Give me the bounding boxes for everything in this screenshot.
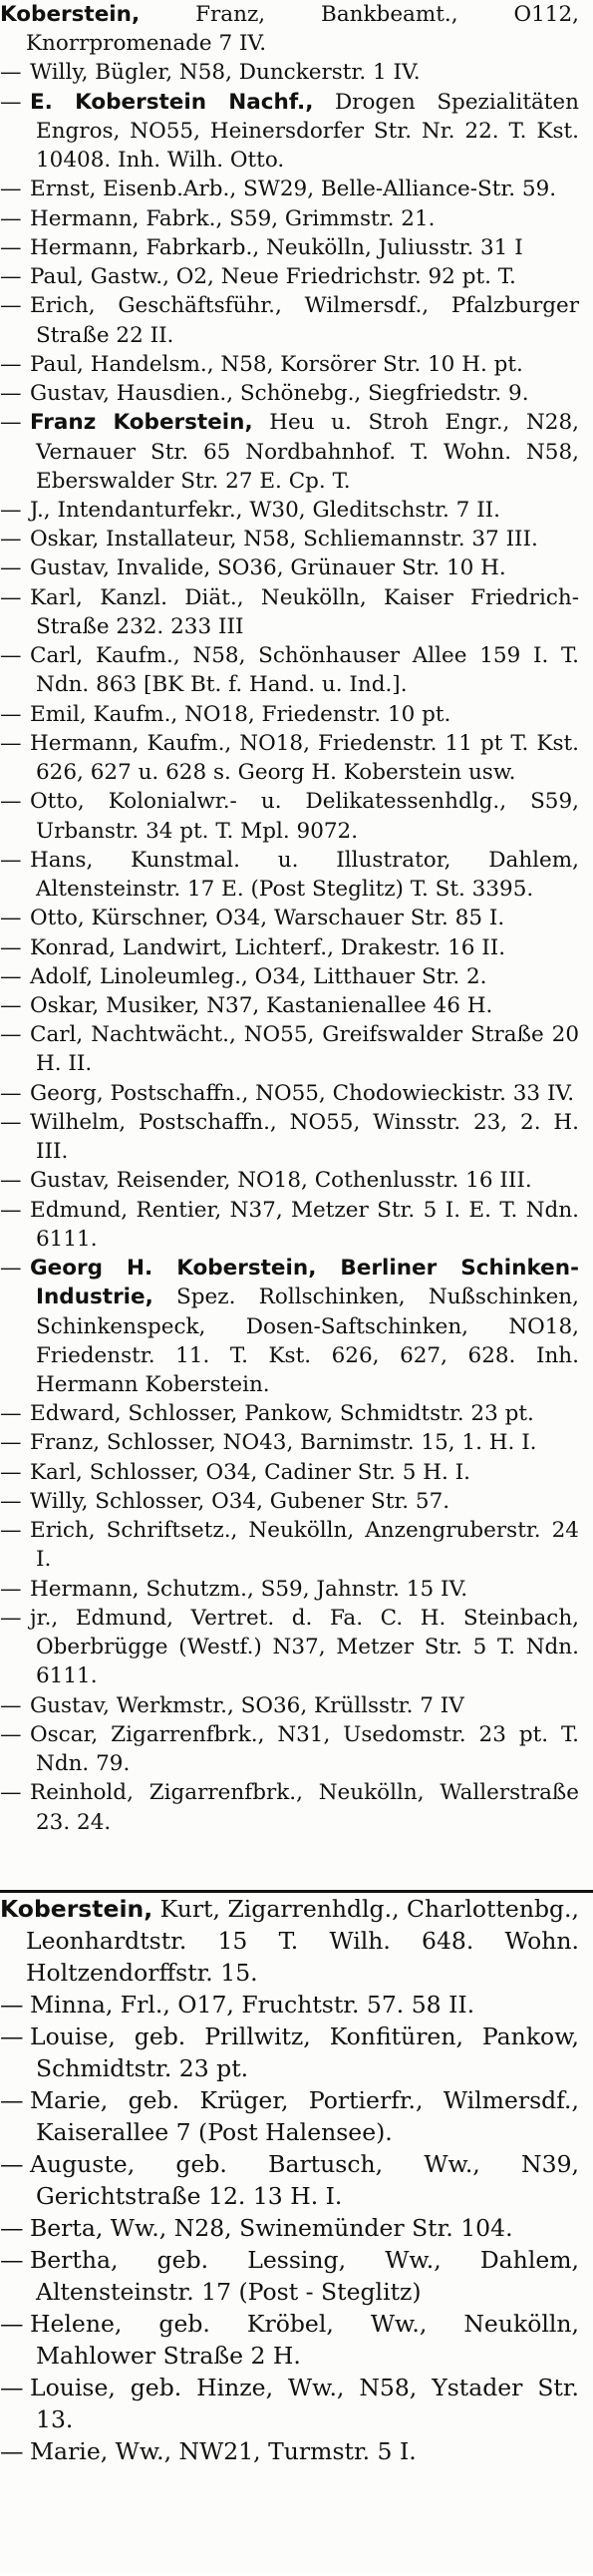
entry-text: Otto, Kürschner, O34, Warschauer Str. 85 I. [30,906,505,931]
entry-text: J., Intendanturfekr., W30, Gleditschstr. 7 II. [30,497,501,523]
directory-entry [0,1166,593,1195]
entry-dash: — [0,2374,24,2401]
entry-text: Gustav, Invalide, SO36, Grünauer Str. 10 H. [30,555,506,581]
entry-dash: — [0,234,22,260]
entry-text: Ernst, Eisenb.Arb., SW29, Belle-Alliance-Str. 59. [30,177,557,202]
entry-text: Gustav, Reisender, NO18, Cothenlusstr. 16 III. [30,1168,532,1194]
directory-entry [0,1399,593,1428]
entry-name-bold: Georg H. Koberstein, Berliner Schinken-Industrie, [30,1256,579,1310]
entry-text: Erich, Schriftsetz., Neukölln, Anzengruberstr. 24 I. [30,1518,579,1573]
directory-entry [0,553,593,582]
directory-entry [0,175,593,203]
directory-entry [0,1893,593,1989]
entry-text: Paul, Gastw., O2, Neue Friedrichstr. 92 pt. T. [30,264,516,290]
directory-entry [0,58,593,87]
directory-entry [0,991,593,1020]
entry-text: Bertha, geb. Lessing, Ww., Dahlem, Altensteinstr. 17 (Post - Steglitz) [30,2246,579,2306]
entry-dash: — [0,1721,22,1747]
directory-entry [0,904,593,932]
entry-dash: — [0,1022,22,1048]
directory-entry [0,846,593,904]
directory-entry [0,408,593,496]
entry-dash: — [0,2023,24,2050]
directory-entry [0,1458,593,1487]
directory-entry [0,1196,593,1254]
entry-text: Otto, Kolonialwr.- u. Delikatessenhdlg., S59, Urbanstr. 34 pt. T. Mpl. 9072. [30,789,579,844]
entry-dash: — [0,60,22,86]
entry-text: Louise, geb. Hinze, Ww., N58, Ystader Str. 13. [30,2374,579,2433]
entry-text: Oskar, Installateur, N58, Schliemannstr. 37 III. [30,527,538,552]
entry-dash: — [0,1459,22,1485]
directory-entry [0,2148,593,2212]
entry-dash: — [0,643,22,669]
directory-entry [0,379,593,408]
directory-entry [0,350,593,379]
entry-text: Auguste, geb. Bartusch, Ww., N39, Gerichtstraße 12. 13 H. I. [30,2150,579,2210]
entry-dash: — [0,992,22,1018]
entry-dash: — [0,1991,24,2019]
directory-entry [0,88,593,176]
directory-entry [0,1108,593,1166]
directory-entry [0,583,593,641]
directory-section-2 [0,1890,593,2576]
entry-text: Erich, Geschäftsführ., Wilmersdf., Pfalzburger Straße 22 II. [30,293,579,348]
entry-text: Hermann, Fabrkarb., Neukölln, Juliusstr. 31 I [30,234,523,260]
directory-entry [0,1079,593,1108]
directory-entry [0,641,593,699]
directory-entry [0,700,593,729]
entry-dash: — [0,1488,22,1514]
entry-dash: — [0,1168,22,1194]
directory-entry [0,2084,593,2148]
entry-text: Louise, geb. Prillwitz, Konfitüren, Pankow, Schmidtstr. 23 pt. [30,2023,579,2082]
directory-entry [0,1691,593,1720]
entry-dash: — [0,1430,22,1456]
entry-dash: — [0,963,22,989]
entry-dash: — [0,2310,24,2338]
directory-entry [0,2244,593,2308]
directory-entry [0,787,593,845]
entry-text: Hermann, Fabrk., S59, Grimmstr. 21. [30,205,436,231]
entry-dash: — [0,177,22,202]
entry-dash: — [0,1197,22,1223]
entry-text: Helene, geb. Kröbel, Ww., Neukölln, Mahlower Straße 2 H. [30,2310,579,2370]
directory-entry [0,1575,593,1604]
entry-dash: — [0,1256,22,1282]
directory-entry [0,1778,593,1836]
entry-text: Gustav, Werkmstr., SO36, Krüllsstr. 7 IV [30,1692,464,1718]
entry-dash: — [0,89,22,115]
entry-text: Carl, Nachtwächt., NO55, Greifswalder Straße 20 H. II. [30,1022,579,1077]
directory-entry [0,933,593,962]
directory-entry [0,204,593,233]
entry-dash: — [0,1080,22,1106]
entry-dash: — [0,2437,24,2465]
directory-entry [0,729,593,787]
directory-entry [0,233,593,262]
entry-dash: — [0,1780,22,1806]
entry-text: Reinhold, Zigarrenfbrk., Neukölln, Wallerstraße 23. 24. [30,1780,579,1835]
directory-entry [0,1604,593,1691]
entry-dash: — [0,789,22,815]
entry-dash: — [0,205,22,231]
entry-text: Georg, Postschaffn., NO55, Chodowieckistr. 33 IV. [30,1080,575,1106]
directory-entry [0,291,593,349]
entry-name-bold: Koberstein, [0,2,141,27]
entry-name-bold: Koberstein, [0,1895,153,1923]
entry-dash: — [0,1518,22,1544]
entry-text: Marie, geb. Krüger, Portierfr., Wilmersdf., Kaiserallee 7 (Post Halensee). [30,2086,579,2146]
entry-text: Willy, Bügler, N58, Dunckerstr. 1 IV. [30,60,421,86]
entry-dash: — [0,264,22,290]
directory-entry [0,0,593,58]
entry-dash: — [0,2214,24,2242]
entry-text: Karl, Kanzl. Diät., Neukölln, Kaiser Friedrich-Straße 232. 233 III [30,584,579,639]
entry-dash: — [0,293,22,319]
entry-list [0,1893,593,2467]
directory-entry [0,525,593,553]
entry-name-bold: E. Koberstein Nachf., [30,89,314,115]
entry-dash: — [0,730,22,756]
entry-text: Konrad, Landwirt, Lichterf., Drakestr. 16 II. [30,934,506,960]
entry-dash: — [0,497,22,523]
entry-text: jr., Edmund, Vertret. d. Fa. C. H. Steinbach, Oberbrügge (Westf.) N37, Metzer Str. 5 T. Ndn. 6111. [30,1605,579,1689]
entry-dash: — [0,351,22,377]
entry-text: Spez. Rollschinken, Nußschinken, Schinkenspeck, Dosen-Saftschinken, NO18, Friedenstr. 11. T. Kst. 626, 627, 628. Inh. Hermann Koberstein. [36,1285,579,1398]
directory-entry [0,2435,593,2467]
directory-entry [0,1989,593,2021]
directory-entry [0,2021,593,2084]
entry-dash: — [0,527,22,552]
entry-text: Carl, Kaufm., N58, Schönhauser Allee 159 I. T. Ndn. 863 [BK Bt. f. Hand. u. Ind.]. [30,643,579,698]
entry-text: Emil, Kaufm., NO18, Friedenstr. 10 pt. [30,701,451,727]
entry-dash: — [0,1605,22,1631]
directory-entry [0,962,593,991]
entry-text: Edmund, Rentier, N37, Metzer Str. 5 I. E. T. Ndn. 6111. [30,1197,579,1252]
directory-entry [0,1516,593,1574]
entry-text: Adolf, Linoleumleg., O34, Litthauer Str. 2. [30,963,487,989]
entry-dash: — [0,847,22,873]
entry-dash: — [0,381,22,407]
entry-dash: — [0,906,22,931]
directory-entry [0,2212,593,2244]
entry-text: Hermann, Kaufm., NO18, Friedenstr. 11 pt T. Kst. 626, 627 u. 628 s. Georg H. Koberstein usw. [30,730,579,786]
entry-text: Willy, Schlosser, O34, Gubener Str. 57. [30,1488,450,1514]
entry-text: Edward, Schlosser, Pankow, Schmidtstr. 23 pt. [30,1401,534,1427]
directory-entry [0,1428,593,1457]
entry-text: Paul, Handelsm., N58, Korsörer Str. 10 H. pt. [30,351,523,377]
entry-text: Franz, Bankbeamt., O112, Knorrpromenade 7 IV. [26,2,579,57]
entry-dash: — [0,410,22,436]
directory-entry [0,1020,593,1078]
entry-text: Oskar, Musiker, N37, Kastanienallee 46 H. [30,992,493,1018]
entry-dash: — [0,1401,22,1427]
entry-text: Karl, Schlosser, O34, Cadiner Str. 5 H. I. [30,1459,470,1485]
directory-entry [0,2308,593,2372]
entry-dash: — [0,2086,24,2114]
directory-entry [0,262,593,291]
entry-text: Marie, Ww., NW21, Turmstr. 5 I. [30,2437,417,2465]
entry-text: Franz, Schlosser, NO43, Barnimstr. 15, 1. H. I. [30,1430,537,1456]
directory-entry [0,1720,593,1778]
entry-dash: — [0,701,22,727]
entry-text: Berta, Ww., N28, Swinemünder Str. 104. [30,2214,513,2242]
entry-dash: — [0,1109,22,1135]
entry-dash: — [0,584,22,610]
directory-entry [0,496,593,525]
entry-text: Kurt, Zigarrenhdlg., Charlottenbg., Leonhardtstr. 15 T. Wilh. 648. Wohn. Holtzendorffstr. 15. [26,1895,579,1987]
entry-dash: — [0,1576,22,1602]
entry-text: Drogen Spezialitäten Engros, NO55, Heinersdorfer Str. Nr. 22. T. Kst. 10408. Inh. Wilh. Otto. [36,89,579,174]
entry-text: Wilhelm, Postschaffn., NO55, Winsstr. 23, 2. H. III. [30,1109,579,1165]
directory-entry [0,2372,593,2435]
entry-dash: — [0,934,22,960]
entry-text: Gustav, Hausdien., Schönebg., Siegfriedstr. 9. [30,381,529,407]
entry-dash: — [0,2150,24,2178]
entry-text: Hermann, Schutzm., S59, Jahnstr. 15 IV. [30,1576,468,1602]
directory-entry [0,1487,593,1516]
entry-text: Hans, Kunstmal. u. Illustrator, Dahlem, Altensteinstr. 17 E. (Post Steglitz) T. St. 3395. [30,847,579,903]
entry-dash: — [0,2246,24,2274]
entry-dash: — [0,1692,22,1718]
entry-text: Minna, Frl., O17, Fruchtstr. 57. 58 II. [30,1991,475,2019]
entry-text: Oscar, Zigarrenfbrk., N31, Usedomstr. 23 pt. T. Ndn. 79. [30,1721,579,1777]
entry-text: Heu u. Stroh Engr., N28, Vernauer Str. 65 Nordbahnhof. T. Wohn. N58, Eberswalder Str. 27 E. Cp. T. [36,410,579,494]
entry-name-bold: Franz Koberstein, [30,410,253,436]
entry-dash: — [0,555,22,581]
directory-entry [0,1254,593,1399]
